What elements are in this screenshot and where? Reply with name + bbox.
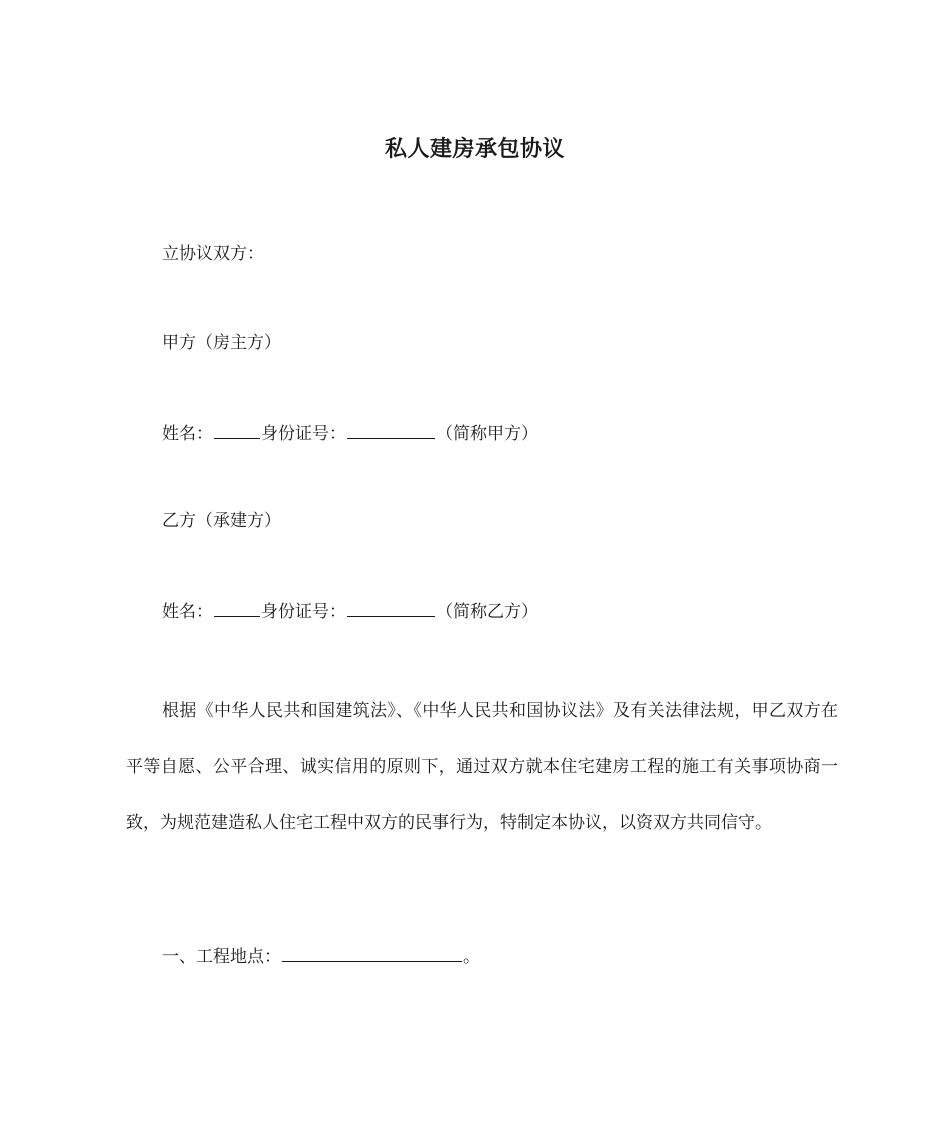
parties-heading: 立协议双方： [162,244,264,264]
party-b-id-blank[interactable] [347,598,435,617]
party-b-info-line [162,598,538,624]
clause-1-end: 。 [463,947,480,967]
preamble-paragraph: 根据《中华人民共和国建筑法》、《中华人民共和国协议法》及有关法律法规，甲乙双方在平等自愿、公平合理、诚实信用的原则下，通过双方就本住宅建房工程的施工有关事项协商一致，为规范建造私人住宅工程中双方的民事行为，特制定本协议，以资双方共同信守。 [126,701,838,833]
document-title: 私人建房承包协议 [384,137,565,162]
party-a-id-label: 身份证号： [261,424,346,444]
party-a-heading: 甲方（房主方） [162,333,281,353]
party-b-heading: 乙方（承建方） [162,511,281,531]
party-b-id-label: 身份证号： [261,602,346,622]
project-location-blank[interactable] [282,943,462,962]
clause-1-label: 一、工程地点： [162,947,281,967]
party-a-name-label: 姓名： [162,424,213,444]
party-a-name-blank[interactable] [214,420,260,439]
party-b-name-blank[interactable] [214,598,260,617]
party-b-alias: （简称乙方） [436,602,538,622]
party-b-name-label: 姓名： [162,602,213,622]
clause-1-line [162,943,480,969]
party-a-info-line [162,420,538,446]
party-a-id-blank[interactable] [347,420,435,439]
party-a-alias: （简称甲方） [436,424,538,444]
